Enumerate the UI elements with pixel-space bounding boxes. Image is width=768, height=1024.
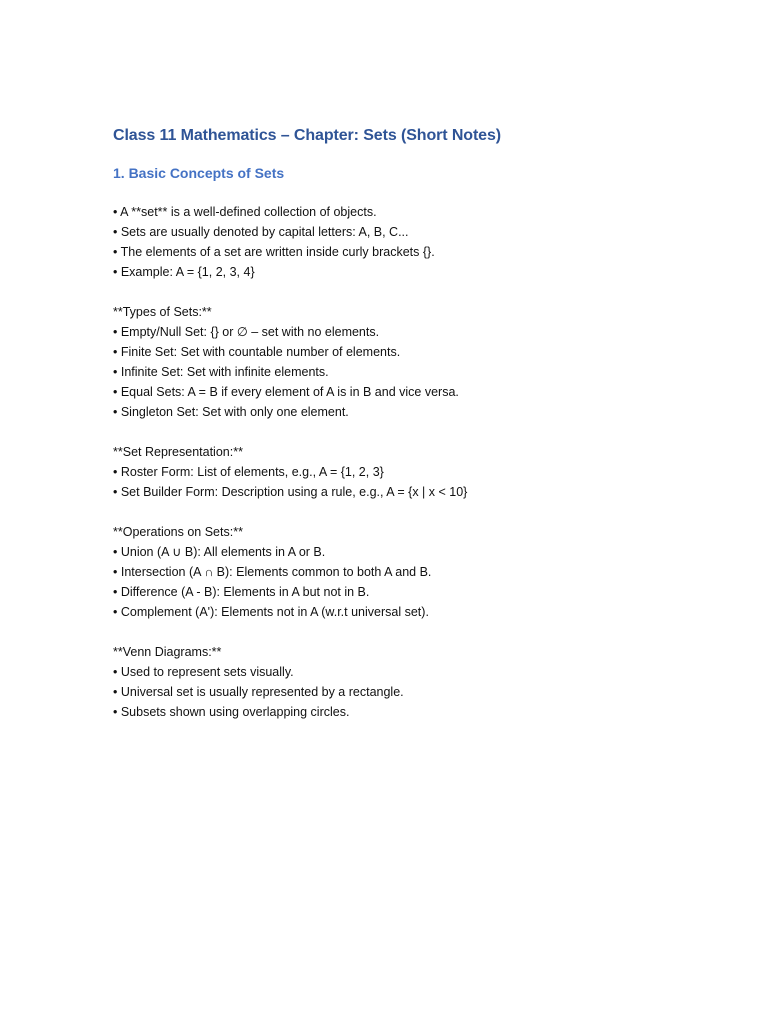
list-item: • Intersection (A ∩ B): Elements common to both A and B.	[113, 565, 432, 579]
list-item: • Singleton Set: Set with only one element.	[113, 405, 349, 419]
list-item: • Sets are usually denoted by capital letters: A, B, C...	[113, 225, 409, 239]
list-item: • The elements of a set are written inside curly brackets {}.	[113, 245, 435, 259]
paragraph-gap	[113, 422, 713, 442]
list-item: • Empty/Null Set: {} or ∅ – set with no elements.	[113, 325, 380, 339]
list-item: • Infinite Set: Set with infinite elements.	[113, 365, 329, 379]
intro-list	[113, 202, 713, 282]
list-item: • Example: A = {1, 2, 3, 4}	[113, 265, 255, 279]
list-item: • Union (A ∪ B): All elements in A or B.	[113, 545, 326, 559]
venn-diagrams-section	[113, 642, 713, 722]
paragraph-gap	[113, 282, 713, 302]
list-item: • Equal Sets: A = B if every element of A is in B and vice versa.	[113, 385, 459, 399]
list-item: • A **set** is a well-defined collection of objects.	[113, 205, 377, 219]
paragraph-gap	[113, 622, 713, 642]
list-item: • Subsets shown using overlapping circles.	[113, 705, 350, 719]
document-title: Class 11 Mathematics – Chapter: Sets (Short Notes)	[113, 127, 502, 144]
list-item: • Finite Set: Set with countable number of elements.	[113, 345, 401, 359]
subsection-heading: **Venn Diagrams:**	[113, 645, 222, 659]
types-of-sets-section	[113, 302, 713, 422]
operations-on-sets-section	[113, 522, 713, 622]
list-item: • Used to represent sets visually.	[113, 665, 294, 679]
set-representation-section	[113, 442, 713, 502]
list-item: • Set Builder Form: Description using a rule, e.g., A = {x | x < 10}	[113, 485, 468, 499]
paragraph-gap	[113, 502, 713, 522]
list-item: • Complement (A'): Elements not in A (w.r.t universal set).	[113, 605, 429, 619]
list-item: • Universal set is usually represented by a rectangle.	[113, 685, 404, 699]
list-item: • Roster Form: List of elements, e.g., A = {1, 2, 3}	[113, 465, 384, 479]
notes-body	[113, 202, 713, 722]
list-item: • Difference (A - B): Elements in A but not in B.	[113, 585, 370, 599]
document-content	[113, 124, 713, 722]
subsection-heading: **Operations on Sets:**	[113, 525, 243, 539]
subsection-heading: **Set Representation:**	[113, 445, 243, 459]
subsection-heading: **Types of Sets:**	[113, 305, 212, 319]
section-heading: 1. Basic Concepts of Sets	[113, 165, 285, 181]
